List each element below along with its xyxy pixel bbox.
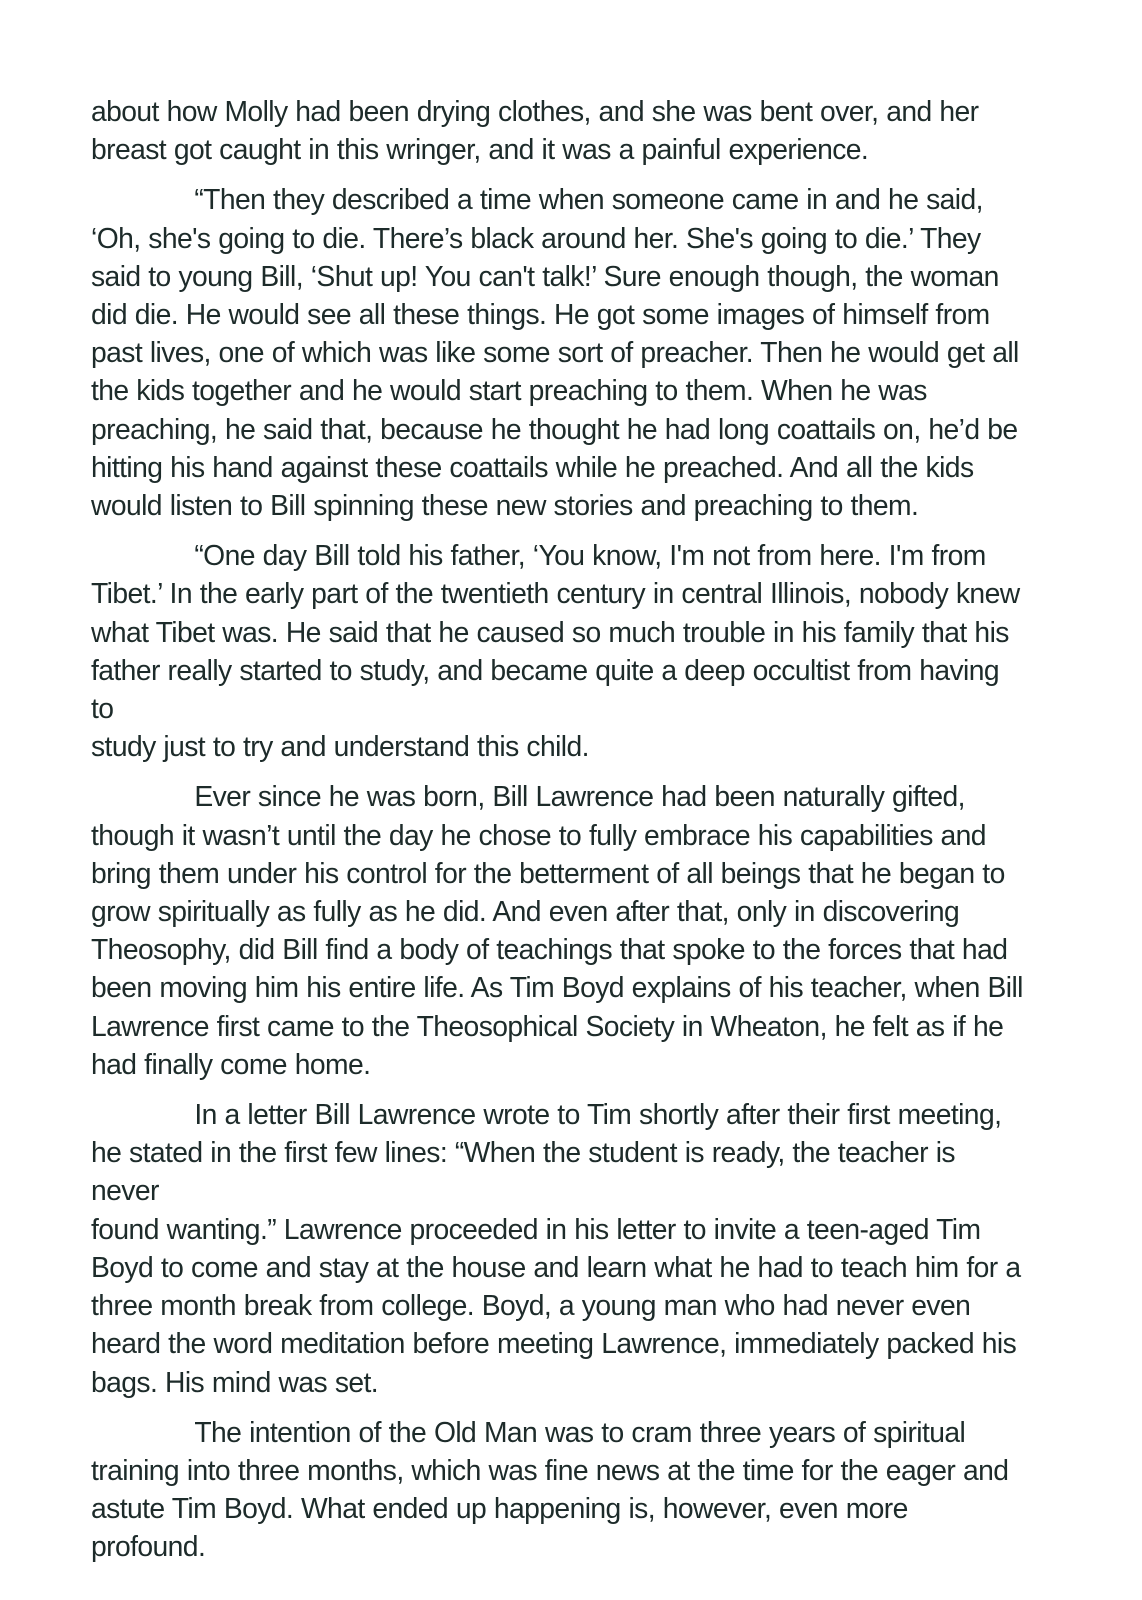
paragraph-6: The intention of the Old Man was to cram three years of spiritual training into three months, which was fine news at the time for the eager and astute Tim Boyd. What ended up happening is, however, even more profound.	[91, 1416, 1009, 1564]
paragraph-1: about how Molly had been drying clothes, and she was bent over, and her breast got caught in this wringer, and it was a painful experience.	[91, 96, 979, 167]
body-text	[91, 93, 1027, 1579]
paragraph-2: “Then they described a time when someone came in and he said, ‘Oh, she's going to die. There’s black around her. She's going to die.’ They said to young Bill, ‘Shut up! You can't talk!’ Sure enough though, the woman did die. He would see all these things. He got some images of himself from past lives, one of which was like some sort of preacher. Then he would get all the kids together and he would start preaching to them. When he was preaching, he said that, because he thought he had long coattails on, he’d be hitting his hand against these coattails while he preached. And all the kids would listen to Bill spinning these new stories and preaching to them.	[91, 184, 1019, 523]
paragraph-4: Ever since he was born, Bill Lawrence had been naturally gifted, though it wasn’t until the day he chose to fully embrace his capabilities and bring them under his control for the betterment of all beings that he began to grow spiritually as fully as he did. And even after that, only in discovering Theosophy, did Bill find a body of teachings that spoke to the forces that had been moving him his entire life. As Tim Boyd explains of his teacher, when Bill Lawrence first came to the Theosophical Society in Wheaton, he felt as if he had finally come home.	[91, 781, 1023, 1081]
paragraph-3: “One day Bill told his father, ‘You know, I'm not from here. I'm from Tibet.’ In the early part of the twentieth century in central Illinois, nobody knew what Tibet was. He said that he caused so much trouble in his family that his father really started to study, and became quite a deep occultist from having to study just to try and understand this child.	[91, 540, 1020, 764]
paragraph-5: In a letter Bill Lawrence wrote to Tim shortly after their first meeting, he stated in the first few lines: “When the student is ready, the teacher is never found wanting.” Lawrence proceeded in his letter to invite a teen-aged Tim Boyd to come and stay at the house and learn what he had to teach him for a three month break from college. Boyd, a young man who had never even heard the word meditation before meeting Lawrence, immediately packed his bags. His mind was set.	[91, 1099, 1021, 1399]
